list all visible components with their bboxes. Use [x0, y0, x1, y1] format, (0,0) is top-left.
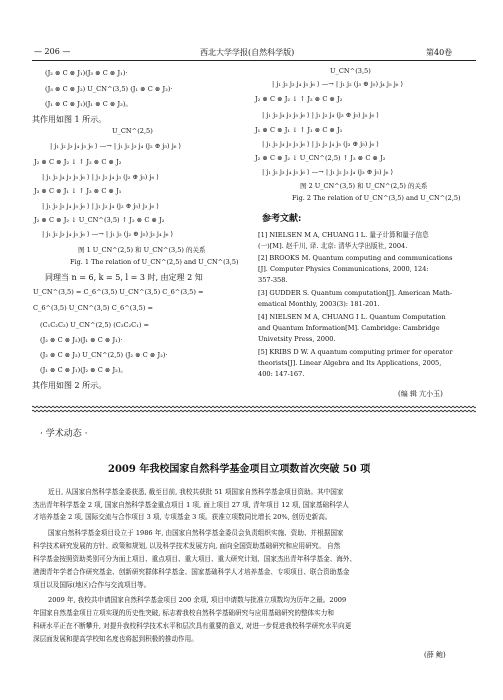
reference-line: 357-358.	[258, 276, 288, 284]
news-paragraph-line: 2009 年, 我校共申请国家自然科学基金项目 200 余项, 项目申请数与批准立项数均为历年之最。2009	[48, 596, 347, 604]
diagram-row: J₂ ⊗ C ⊗ J₂ ↓ U_CN^(3,5) ↑ J₂ ⊗ C ⊗ J₂	[34, 216, 165, 224]
equation-line: (J₂ ⊗ C ⊗ J₂) U_CN^(2,5) (J₂ ⊗ C ⊗ J₂)·	[40, 351, 168, 359]
diagram-row: | j₁ j₂ j₃ j₄ j₅ j₆ ⟩ —→ | j₁ j₂ (j₂ ⊕ j₅) j₃ j₄ j₆ ⟩	[42, 230, 174, 238]
figure-2-caption-cn: 图 2 U_CN^(3,5) 和 U_CN^(2,5) 的关系	[300, 182, 428, 190]
diagram-row: J₁ ⊗ C ⊗ J₁ ↓ ↑ J₁ ⊗ C ⊗ J₁	[255, 126, 343, 134]
news-paragraph-line: 科学基金按照资助类别可分为面上项目、重点项目、重大项目、重大研究计划、国家杰出青年科学基金、海外、	[33, 555, 357, 563]
news-title: 2009 年我校国家自然科学基金项目立项数首次突破 50 项	[108, 464, 371, 475]
news-paragraph-line: 科研水平正在不断攀升, 对提升我校科学技术水平和层次具有重要的意义, 对进一步促进我校科学研究水平向更	[33, 622, 352, 630]
diagram-operator-label: U_CN^(2,5)	[112, 127, 153, 135]
body-text: 同理当 n = 6, k = 5, l = 3 时, 由定理 2 知	[45, 273, 203, 282]
section-label: · 学术动态 ·	[40, 429, 88, 439]
news-paragraph-line: 国家自然科学基金项目设立于 1986 年, 由国家自然科学基金委员会负责组织实施、资助、并根据国家	[48, 529, 344, 537]
reference-line: theorists[J]. Linear Algebra and Its Applications, 2005,	[258, 359, 442, 367]
news-paragraph-line: 杰出青年科学基金 2 项, 国家自然科学基金重点项目 1 项, 面上项目 27 项, 青年项目 12 项, 国家基础科学人	[33, 501, 349, 509]
diagram-row: J₂ ⊗ C ⊗ J₂ ↓ ↑ J₂ ⊗ C ⊗ J₂	[34, 158, 122, 166]
body-text: 其作用如图 1 所示。	[32, 115, 107, 124]
news-paragraph-line: 才培养基金 2 项, 国际交流与合作项目 3 项, 专项基金 3 项。获准立项数同比增长 20%, 创历史新高。	[33, 513, 332, 521]
journal-title: 西北大学学报(自然科学版)	[200, 48, 295, 57]
reference-line: [3] GUDDER S. Quantum computation[J]. American Math-	[258, 289, 453, 297]
equation-line: (J₂ ⊗ C ⊗ J₂)(J₁ ⊗ C ⊗ J₁)·	[40, 336, 123, 344]
diagram-row: J₂ ⊗ C ⊗ J₂ ↓ ↑ J₂ ⊗ C ⊗ J₂	[255, 95, 343, 103]
diagram-row: | j₁ j₂ j₃ j₄ j₅ j₆ ⟩ —→ | j₁ j₂ j₃ j₄ (j₂ ⊕ j₅) j₆ ⟩	[50, 142, 182, 150]
reference-line: [J]. Computer Physics Communications, 2000, 124:	[258, 265, 429, 273]
news-paragraph-line: 深层面发展和提高学校知名度也将起到积极的推动作用。	[33, 635, 198, 643]
equation-line: (J₁ ⊗ C ⊗ J₁)(J₂ ⊗ C ⊗ J₂)。	[40, 366, 127, 374]
diagram-row: | j₁ j₂ j₄ j₃ j₅ j₆ ⟩ | j₁ j₂ j₄ j₃ (j₂ ⊕ j₅) j₆ ⟩	[42, 173, 159, 181]
diagram-row: | j₁ j₂ j₃ j₄ j₅ j₆ ⟩ —→ | j₁ j₂ (j₃ ⊕ j₅) j₄ j₅ j₆ ⟩	[272, 80, 404, 88]
equation-line: (C₁C₂C₃) U_CN^(2,5) (C₃C₂C₁) =	[40, 321, 150, 329]
reference-line: and Quantum Information[M]. Cambridge: Cambridge	[258, 324, 440, 332]
diagram-row: J₂ ⊗ C ⊗ J₂ ↓ U_CN^(2,5) ↑ J₂ ⊗ C ⊗ J₂	[255, 154, 386, 162]
reference-line: [1] NIELSEN M A, CHUANG I L. 量子计算和量子信息	[258, 231, 429, 239]
equation-line: U_CN^(3,5) = C_6^(3,5) U_CN^(3,5) C_6^(3,5) =	[33, 288, 204, 296]
news-paragraph-line: 科学技术研究发展的方针、政策和规划, 以及科学技术发展方向, 面向全国资助基础研究和应用研究。 自然	[33, 542, 341, 550]
equation-line: (J₂ ⊗ C ⊗ J₁)(J₃ ⊗ C ⊗ J₁)·	[45, 69, 128, 77]
reference-line: (一)[M]. 赵千川, 译. 北京: 清华大学出版社, 2004.	[258, 242, 408, 250]
reference-line: 400: 147-167.	[258, 370, 305, 378]
reference-line: Univetsity Press, 2000.	[258, 335, 336, 343]
news-paragraph-line: 年国家自然基金项目立项实现的历史性突破, 标志着我校自然科学基础研究与应用基础研究的整体实力和	[33, 609, 334, 617]
reference-line: ematical Monthly, 2003(3): 181-201.	[258, 300, 380, 308]
news-paragraph-line: 港澳青年学者合作研究基金、创新研究群体科学基金、国家基础科学人才培养基金、专项项目、联合资助基金	[33, 568, 350, 576]
equation-line: (J₃ ⊗ C ⊗ J₂) U_CN^(3,5) (J₁ ⊗ C ⊗ J₂)·	[45, 85, 173, 93]
figure-1-caption-en: Fig. 1 The relation of U_CN^(2,5) and U_CN^(3,5)	[70, 258, 239, 266]
equation-line: C_6^(3,5) U_CN^(3,5) C_6^(3,5) =	[33, 304, 154, 312]
page-number: — 206 —	[34, 47, 71, 56]
equation-line: (J₁ ⊗ C ⊗ J₁)(J₁ ⊗ C ⊗ J₃)。	[45, 100, 132, 108]
diagram-row: | j₁ j₂ j₃ j₄ j₅ j₆ ⟩ | j₁ j₂ j₄ (j₂ ⊕ j₅) j₃ j₆ ⟩	[42, 202, 159, 210]
diagram-row: | j₁ j₂ j₄ j₅ j₃ j₆ ⟩ | j₁ j₂ j₄ j₅ (j₃ ⊕ j₅) j₆ ⟩	[262, 140, 379, 148]
header-rule	[32, 60, 476, 61]
figure-1-caption-cn: 图 1 U_CN^(2,5) 和 U_CN^(3,5) 的关系	[78, 246, 206, 254]
reference-line: [2] BROOKS M. Quantum computing and communications	[258, 254, 453, 262]
reference-line: [5] KRIBS D W. A quantum computing primer for operator	[258, 348, 453, 356]
wavy-divider	[32, 404, 476, 414]
volume-label: 第40卷	[426, 48, 453, 57]
diagram-row: | j₁ j₂ j₄ j₃ j₅ j₆ ⟩ | j₁ j₂ j₄ (j₃ ⊕ j₅) j₅ j₆ ⟩	[262, 111, 379, 119]
reference-line: [4] NIELSEN M A, CHUANG I L. Quantum Computation	[258, 313, 446, 321]
news-paragraph-line: 近日, 从国家自然科学基金委获悉, 截至目前, 我校共获批 51 项国家自然科学基金项目资助。其中国家	[48, 488, 344, 496]
body-text: 其作用如图 2 所示。	[32, 381, 107, 390]
editor-credit: (编 辑 亢小玉)	[398, 390, 443, 398]
diagram-operator-label: U_CN^(3,5)	[330, 67, 371, 75]
diagram-row: J₃ ⊗ C ⊗ J₁ ↓ ↑ J₃ ⊗ C ⊗ J₁	[34, 187, 122, 195]
author-credit: (薛 鲍)	[424, 651, 446, 659]
news-paragraph-line: 项目以及国际(地区)合作与交流项目等。	[33, 581, 151, 589]
figure-2-caption-en: Fig. 2 The relation of U_CN^(3,5) and U_CN^(2,5)	[292, 194, 461, 202]
references-heading: 参考文献:	[262, 214, 302, 224]
diagram-row: | j₁ j₂ j₃ j₄ j₅ j₆ ⟩ —→ | j₁ j₂ j₃ j₄ (j₃ ⊕ j₅) j₆ ⟩	[262, 168, 394, 176]
